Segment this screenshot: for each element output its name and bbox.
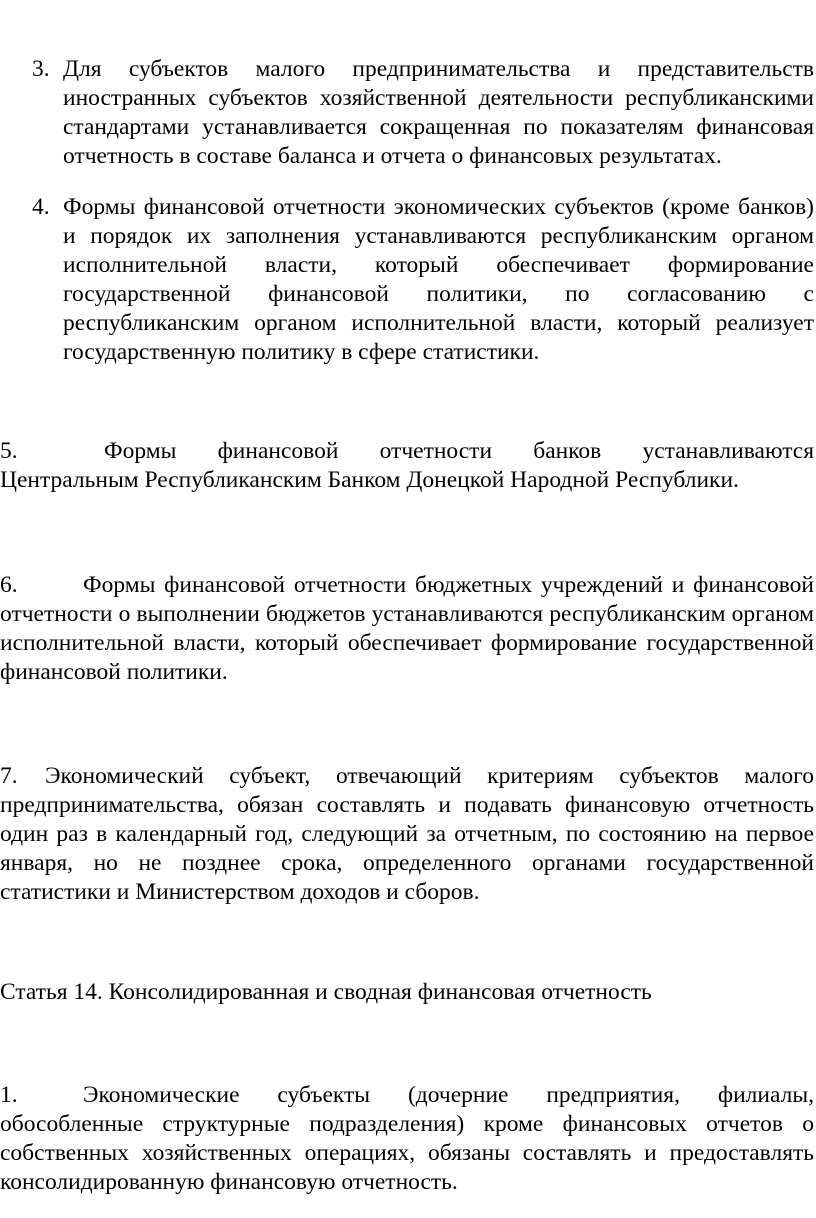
paragraph-number: 7. — [0, 763, 18, 789]
paragraph-6 — [0, 571, 814, 687]
list-item-3 — [0, 55, 816, 171]
list-text: Для субъектов малого предпринимательства и представительств иностранных субъектов хозяйственной деятельности республиканскими стандартами устанавливается сокращенная по показателям финансовая отчетность в составе баланса и отчета о финансовых результатах. — [63, 56, 814, 169]
article-heading: Статья 14. Консолидированная и сводная финансовая отчетность — [0, 979, 652, 1005]
list-text: Формы финансовой отчетности экономических субъектов (кроме банков) и порядок их заполнения устанавливаются республиканским органом исполнительной власти, который обеспечивает формирование государственной финансовой политики, по согласованию с республиканским органом исполнительной власти, который реализует государственную политику в сфере статистики. — [63, 194, 814, 365]
paragraph-number: 6. — [0, 572, 18, 598]
paragraph-text: Экономические субъекты (дочерние предприятия, филиалы, обособленные структурные подразделения) кроме финансовых отчетов о собственных хозяйственных операциях, обязаны составлять и предоставлять консолидированную финансовую отчетность. — [0, 1082, 814, 1195]
article-paragraph-1 — [0, 1081, 814, 1197]
paragraph-text: Экономический субъект, отвечающий критериям субъектов малого предпринимательства, обязан составлять и подавать финансовую отчетность один раз в календарный год, следующий за отчетным, по состоянию на первое января, но не позднее срока, определенного органами государственной статистики и Министерством доходов и сборов. — [0, 763, 814, 905]
list-item-4 — [0, 193, 816, 367]
paragraph-text: Формы финансовой отчетности бюджетных учреждений и финансовой отчетности о выполнении бюджетов устанавливаются республиканским органом исполнительной власти, который обеспечивает формирование государственной финансовой политики. — [0, 572, 814, 685]
list-number: 3. — [32, 56, 50, 82]
paragraph-5 — [0, 437, 814, 495]
paragraph-7 — [0, 762, 814, 907]
paragraph-number: 5. — [0, 438, 18, 464]
paragraph-text: Формы финансовой отчетности банков устанавливаются Центральным Республиканским Банком Донецкой Народной Республики. — [0, 438, 814, 493]
paragraph-number: 1. — [0, 1082, 18, 1108]
list-number: 4. — [32, 194, 50, 220]
